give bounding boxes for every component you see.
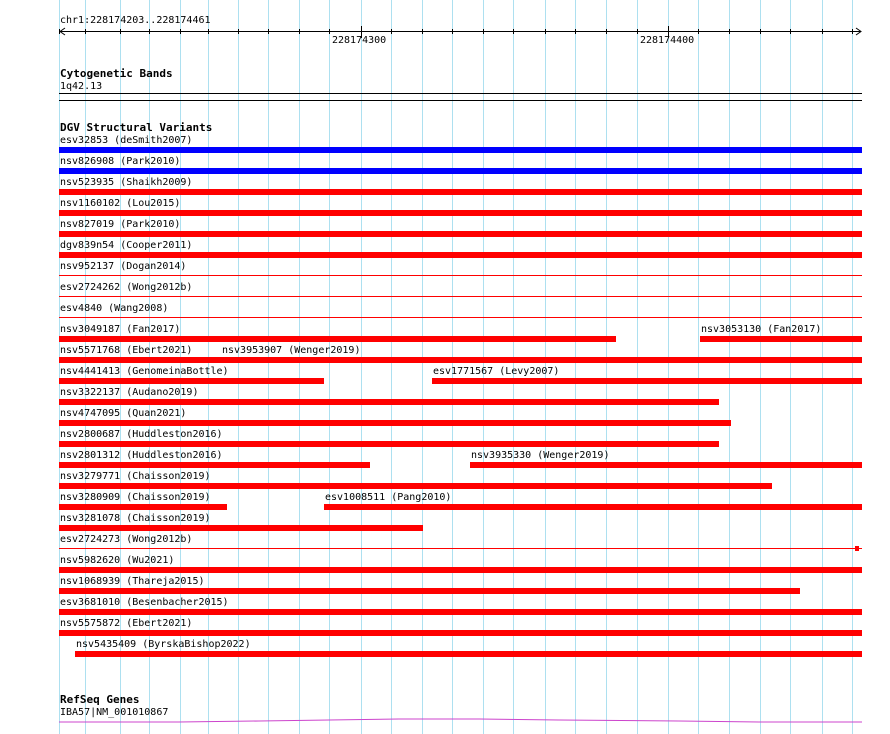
position-ruler[interactable] [59, 24, 862, 40]
variant-label[interactable]: esv2724273 (Wong2012b) [60, 534, 193, 545]
variant-bar[interactable] [59, 399, 719, 405]
variant-label[interactable]: nsv3279771 (Chaisson2019) [60, 471, 211, 482]
variant-bar[interactable] [324, 504, 862, 510]
variant-label[interactable]: nsv3322137 (Audano2019) [60, 387, 199, 398]
ruler-tick-label-2: 228174400 [640, 35, 695, 46]
variant-label[interactable]: nsv5982620 (Wu2021) [60, 555, 175, 566]
variant-bar[interactable] [59, 275, 862, 276]
variant-label[interactable]: nsv3281078 (Chaisson2019) [60, 513, 211, 524]
variant-bar[interactable] [59, 296, 862, 297]
variant-bar[interactable] [432, 378, 862, 384]
variant-label[interactable]: esv1008511 (Pang2010) [325, 492, 452, 503]
variant-bar[interactable] [59, 504, 227, 510]
location-label: chr1:228174203..228174461 [60, 15, 211, 26]
variant-bar[interactable] [221, 357, 862, 363]
variant-bar[interactable] [59, 378, 324, 384]
variant-label[interactable]: nsv2800687 (Huddleston2016) [60, 429, 223, 440]
variant-bar[interactable] [59, 548, 862, 549]
variant-label[interactable]: nsv1068939 (Thareja2015) [60, 576, 205, 587]
variant-label[interactable]: nsv5435409 (ByrskaBishop2022) [76, 639, 251, 650]
variant-label[interactable]: esv1771567 (Levy2007) [433, 366, 560, 377]
variant-bar[interactable] [59, 609, 862, 615]
variant-label[interactable]: esv2724262 (Wong2012b) [60, 282, 193, 293]
variant-bar[interactable] [59, 210, 862, 216]
variant-label[interactable]: nsv1160102 (Lou2015) [60, 198, 181, 209]
refseq-gene-feature[interactable] [59, 716, 862, 724]
variant-label[interactable]: nsv827019 (Park2010) [60, 219, 181, 230]
variant-label[interactable]: esv3681010 (Besenbacher2015) [60, 597, 229, 608]
cytoband-line-bottom [59, 100, 862, 101]
variant-bar[interactable] [59, 317, 862, 318]
variant-bar[interactable] [470, 462, 862, 468]
cytoband-label: 1q42.13 [60, 81, 103, 92]
variant-end-block[interactable] [855, 546, 859, 551]
variant-label[interactable]: esv4840 (Wang2008) [60, 303, 169, 314]
variant-bar[interactable] [59, 462, 370, 468]
variant-bar[interactable] [59, 189, 862, 195]
ruler-tick-label-1: 228174300 [332, 35, 387, 46]
variant-label[interactable]: nsv3053130 (Fan2017) [701, 324, 822, 335]
variant-bar[interactable] [59, 630, 862, 636]
variant-label[interactable]: nsv3935330 (Wenger2019) [471, 450, 610, 461]
variant-bar[interactable] [59, 252, 862, 258]
variant-label[interactable]: nsv952137 (Dogan2014) [60, 261, 187, 272]
variant-bar[interactable] [59, 336, 616, 342]
variant-label[interactable]: nsv523935 (Shaikh2009) [60, 177, 193, 188]
variant-bar[interactable] [75, 651, 862, 657]
variant-label[interactable]: nsv5575872 (Ebert2021) [60, 618, 193, 629]
variant-bar[interactable] [59, 441, 719, 447]
variant-bar[interactable] [59, 168, 862, 174]
variant-label[interactable]: nsv4441413 (GenomeinaBottle) [60, 366, 229, 377]
variant-bar[interactable] [59, 357, 221, 363]
variant-bar[interactable] [59, 420, 731, 426]
variant-label[interactable]: nsv4747095 (Quan2021) [60, 408, 187, 419]
variant-bar[interactable] [59, 525, 423, 531]
variant-label[interactable]: nsv3953907 (Wenger2019) [222, 345, 361, 356]
variant-label[interactable]: nsv2801312 (Huddleston2016) [60, 450, 223, 461]
variant-bar[interactable] [59, 588, 800, 594]
variant-bar[interactable] [59, 567, 862, 573]
variant-label[interactable]: nsv826908 (Park2010) [60, 156, 181, 167]
dgv-track-title[interactable]: DGV Structural Variants [60, 121, 213, 134]
cytoband-track-title[interactable]: Cytogenetic Bands [60, 67, 173, 80]
variant-label[interactable]: nsv3280909 (Chaisson2019) [60, 492, 211, 503]
variant-bar[interactable] [59, 147, 862, 153]
variant-label[interactable]: dgv839n54 (Cooper2011) [60, 240, 193, 251]
variant-bar[interactable] [59, 231, 862, 237]
variant-label[interactable]: nsv3049187 (Fan2017) [60, 324, 181, 335]
refseq-gene-label[interactable]: IBA57|NM_001010867 [60, 707, 169, 718]
variant-bar[interactable] [700, 336, 862, 342]
variant-bar[interactable] [59, 483, 772, 489]
refseq-track-title[interactable]: RefSeq Genes [60, 693, 140, 706]
variant-label[interactable]: esv32853 (deSmith2007) [60, 135, 193, 146]
cytoband-line-top [59, 93, 862, 94]
variant-label[interactable]: nsv5571768 (Ebert2021) [60, 345, 193, 356]
